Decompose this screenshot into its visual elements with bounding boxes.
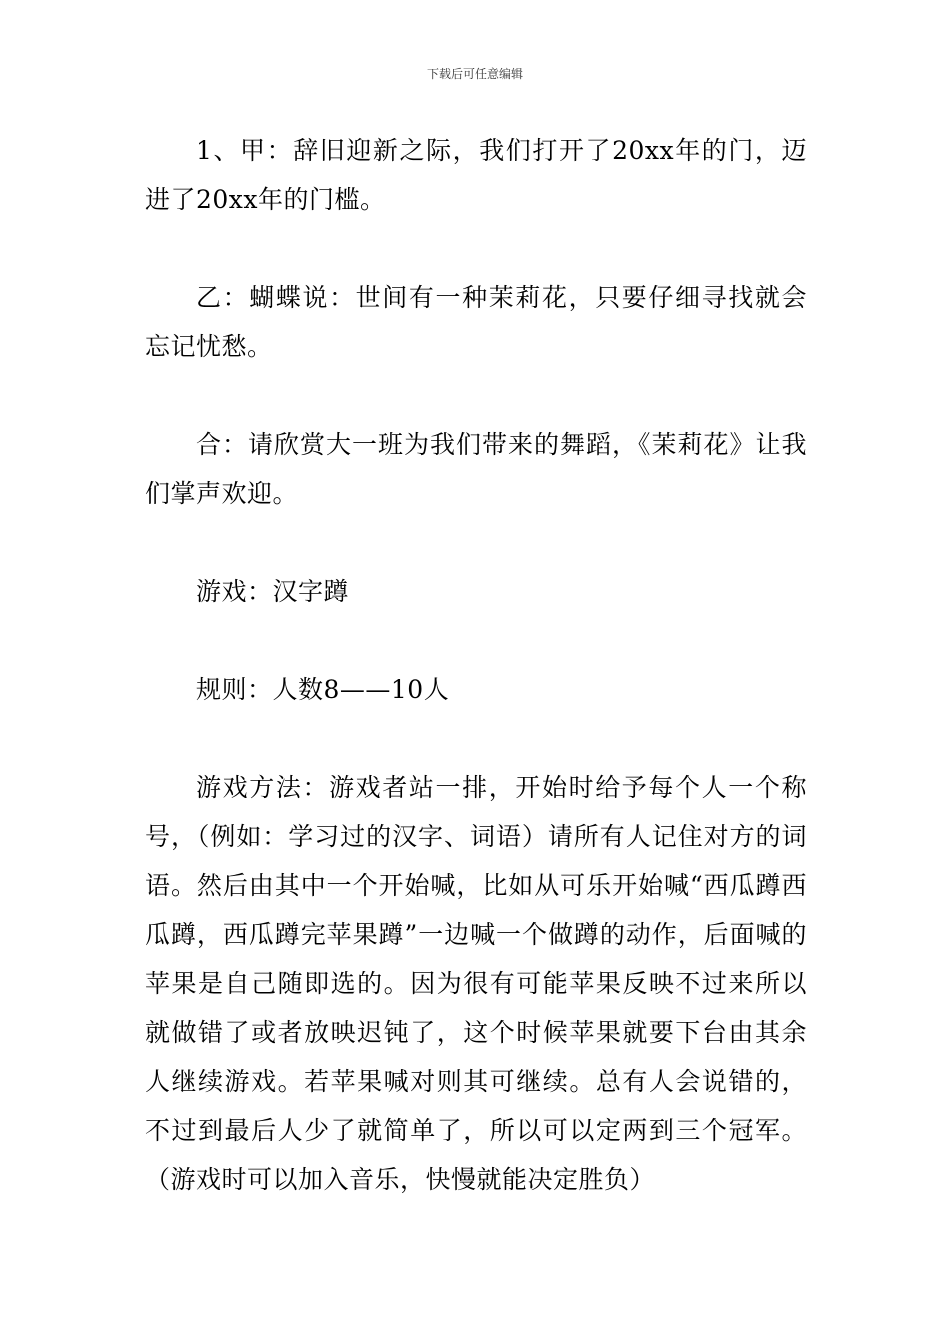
paragraph-game-method: 游戏方法：游戏者站一排，开始时给予每个人一个称号，（例如：学习过的汉字、词语）请所有人记住对方的词语。然后由其中一个开始喊，比如从可乐开始喊“西瓜蹲西瓜蹲，西瓜蹲完苹果蹲”一边喊一个做蹲的动作，后面喊的苹果是自己随即选的。因为很有可能苹果反映不过来所以就做错了或者放映迟钝了，这个时候苹果就要下台由其余人继续游戏。若苹果喊对则其可继续。总有人会说错的，不过到最后人少了就简单了，所以可以定两到三个冠军。（游戏时可以加入音乐，快慢就能决定胜负） [145, 773, 807, 1194]
document-body [145, 126, 807, 1204]
paragraph-second-line: 乙：蝴蝶说：世间有一种茉莉花，只要仔细寻找就会忘记忧愁。 [145, 283, 807, 361]
paragraph-together-line: 合：请欣赏大一班为我们带来的舞蹈，《茉莉花》让我们掌声欢迎。 [145, 430, 807, 508]
paragraph-game-title: 游戏：汉字蹲 [196, 577, 350, 606]
paragraph-opening-line: 1、甲：辞旧迎新之际，我们打开了20xx年的门，迈进了20xx年的门槛。 [145, 136, 807, 214]
page-header: 下载后可任意编辑 [426, 67, 523, 81]
paragraph-game-rules: 规则：人数8——10人 [196, 675, 450, 704]
